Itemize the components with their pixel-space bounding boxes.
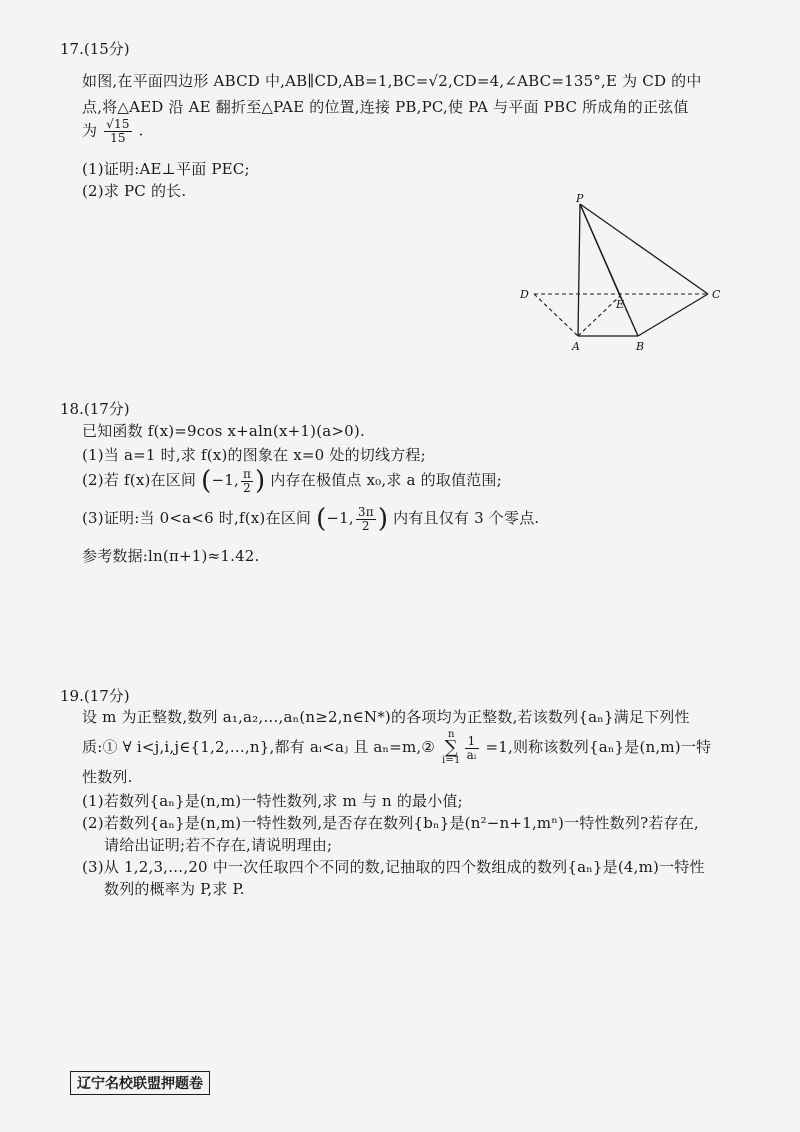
q19-line-3: 性数列. xyxy=(82,768,133,786)
q18-part-2-in: −1, xyxy=(211,471,239,489)
q19-sum-sigma: ∑ xyxy=(444,737,458,758)
q19-part-3b: 数列的概率为 P,求 P. xyxy=(104,880,245,898)
q19-summation xyxy=(442,730,461,766)
q18-part-2 xyxy=(82,466,502,496)
q18-part-2-fraction xyxy=(241,468,253,495)
q18-heading: 18.(17分) xyxy=(60,400,130,418)
edge-PA xyxy=(578,204,580,336)
q19-line-2-post: =1,则称该数列{aₙ}是(n,m)一特 xyxy=(485,738,712,756)
q19-fraction-num: 1 xyxy=(465,735,479,749)
q19-fraction-den: aᵢ xyxy=(466,747,477,762)
q17-line-3-pre: 为 xyxy=(82,121,98,140)
q19-part-1: (1)若数列{aₙ}是(n,m)一特性数列,求 m 与 n 的最小值; xyxy=(82,792,463,810)
label-A: A xyxy=(572,340,580,353)
q18-part-2-post: 内存在极值点 x₀,求 a 的取值范围; xyxy=(270,471,502,489)
q18-part-1: (1)当 a=1 时,求 f(x)的图象在 x=0 处的切线方程; xyxy=(82,446,426,464)
q18-part-2-num: π xyxy=(242,466,252,481)
q18-part-3-lparen: ( xyxy=(316,504,327,534)
q18-reference-data: 参考数据:ln(π+1)≈1.42. xyxy=(82,547,260,565)
q17-line-1: 如图,在平面四边形 ABCD 中,AB∥CD,AB=1,BC=√2,CD=4,∠ABC=135°,E 为 CD 的中 xyxy=(82,72,702,90)
q19-line-1: 设 m 为正整数,数列 a₁,a₂,…,aₙ(n≥2,n∈N*)的各项均为正整数,若该数列{aₙ}满足下列性 xyxy=(82,708,690,726)
edge-BC xyxy=(638,294,708,336)
q18-part-2-den: 2 xyxy=(243,480,251,495)
label-P: P xyxy=(576,192,584,205)
label-E: E xyxy=(616,298,625,311)
q18-part-3 xyxy=(82,504,539,534)
edge-DA-dashed xyxy=(534,294,578,336)
q17-fraction xyxy=(104,118,132,145)
q19-part-2a: (2)若数列{aₙ}是(n,m)一特性数列,是否存在数列{bₙ}是(n²−n+1,mⁿ)一特性数列?若存在, xyxy=(82,814,699,832)
q18-part-2-rparen: ) xyxy=(255,466,266,496)
q19-fraction xyxy=(465,735,479,762)
q18-part-3-fraction xyxy=(356,506,376,533)
q18-part-3-num: 3π xyxy=(357,504,374,519)
q18-part-3-rparen: ) xyxy=(377,504,389,534)
q17-line-3 xyxy=(82,118,144,145)
q17-part-1: (1)证明:AE⊥平面 PEC; xyxy=(82,160,250,178)
q18-part-3-pre: (3)证明:当 0<a<6 时,f(x)在区间 xyxy=(82,509,312,527)
q17-part-2: (2)求 PC 的长. xyxy=(82,182,187,200)
q17-line-3-post: . xyxy=(138,121,144,140)
q17-heading: 17.(15分) xyxy=(60,40,130,58)
q19-part-3a: (3)从 1,2,3,…,20 中一次任取四个不同的数,记抽取的四个数组成的数列{aₙ}是(4,m)一特性 xyxy=(82,858,705,876)
q18-part-3-den: 2 xyxy=(361,518,370,533)
q19-line-2-pre: 质:① ∀ i<j,i,j∈{1,2,…,n},都有 aᵢ<aⱼ 且 aₙ=m,② xyxy=(82,738,436,756)
q18-part-3-post: 内有且仅有 3 个零点. xyxy=(393,509,540,527)
q19-line-2 xyxy=(82,730,711,766)
q19-part-2b: 请给出证明;若不存在,请说明理由; xyxy=(104,836,333,854)
q18-line-1: 已知函数 f(x)=9cos x+aln(x+1)(a>0). xyxy=(82,422,365,440)
q18-part-2-pre: (2)若 f(x)在区间 xyxy=(82,471,197,489)
footer-label: 辽宁名校联盟押题卷 xyxy=(70,1071,210,1095)
edge-AE-dashed xyxy=(578,296,620,336)
q17-line-2: 点,将△AED 沿 AE 翻折至△PAE 的位置,连接 PB,PC,使 PA 与平面 PBC 所成角的正弦值 xyxy=(82,98,689,116)
pyramid-figure xyxy=(510,190,730,360)
q18-part-2-lparen: ( xyxy=(201,466,212,496)
q17-fraction-den: 15 xyxy=(110,131,126,145)
label-D: D xyxy=(520,288,529,301)
q19-heading: 19.(17分) xyxy=(60,687,130,705)
label-B: B xyxy=(636,340,645,353)
q17-fraction-num: √15 xyxy=(106,117,130,131)
q18-part-3-in: −1, xyxy=(326,509,354,527)
q19-sum-top: n xyxy=(447,729,455,740)
q19-sum-bottom: i=1 xyxy=(442,755,461,766)
label-C: C xyxy=(712,288,721,301)
